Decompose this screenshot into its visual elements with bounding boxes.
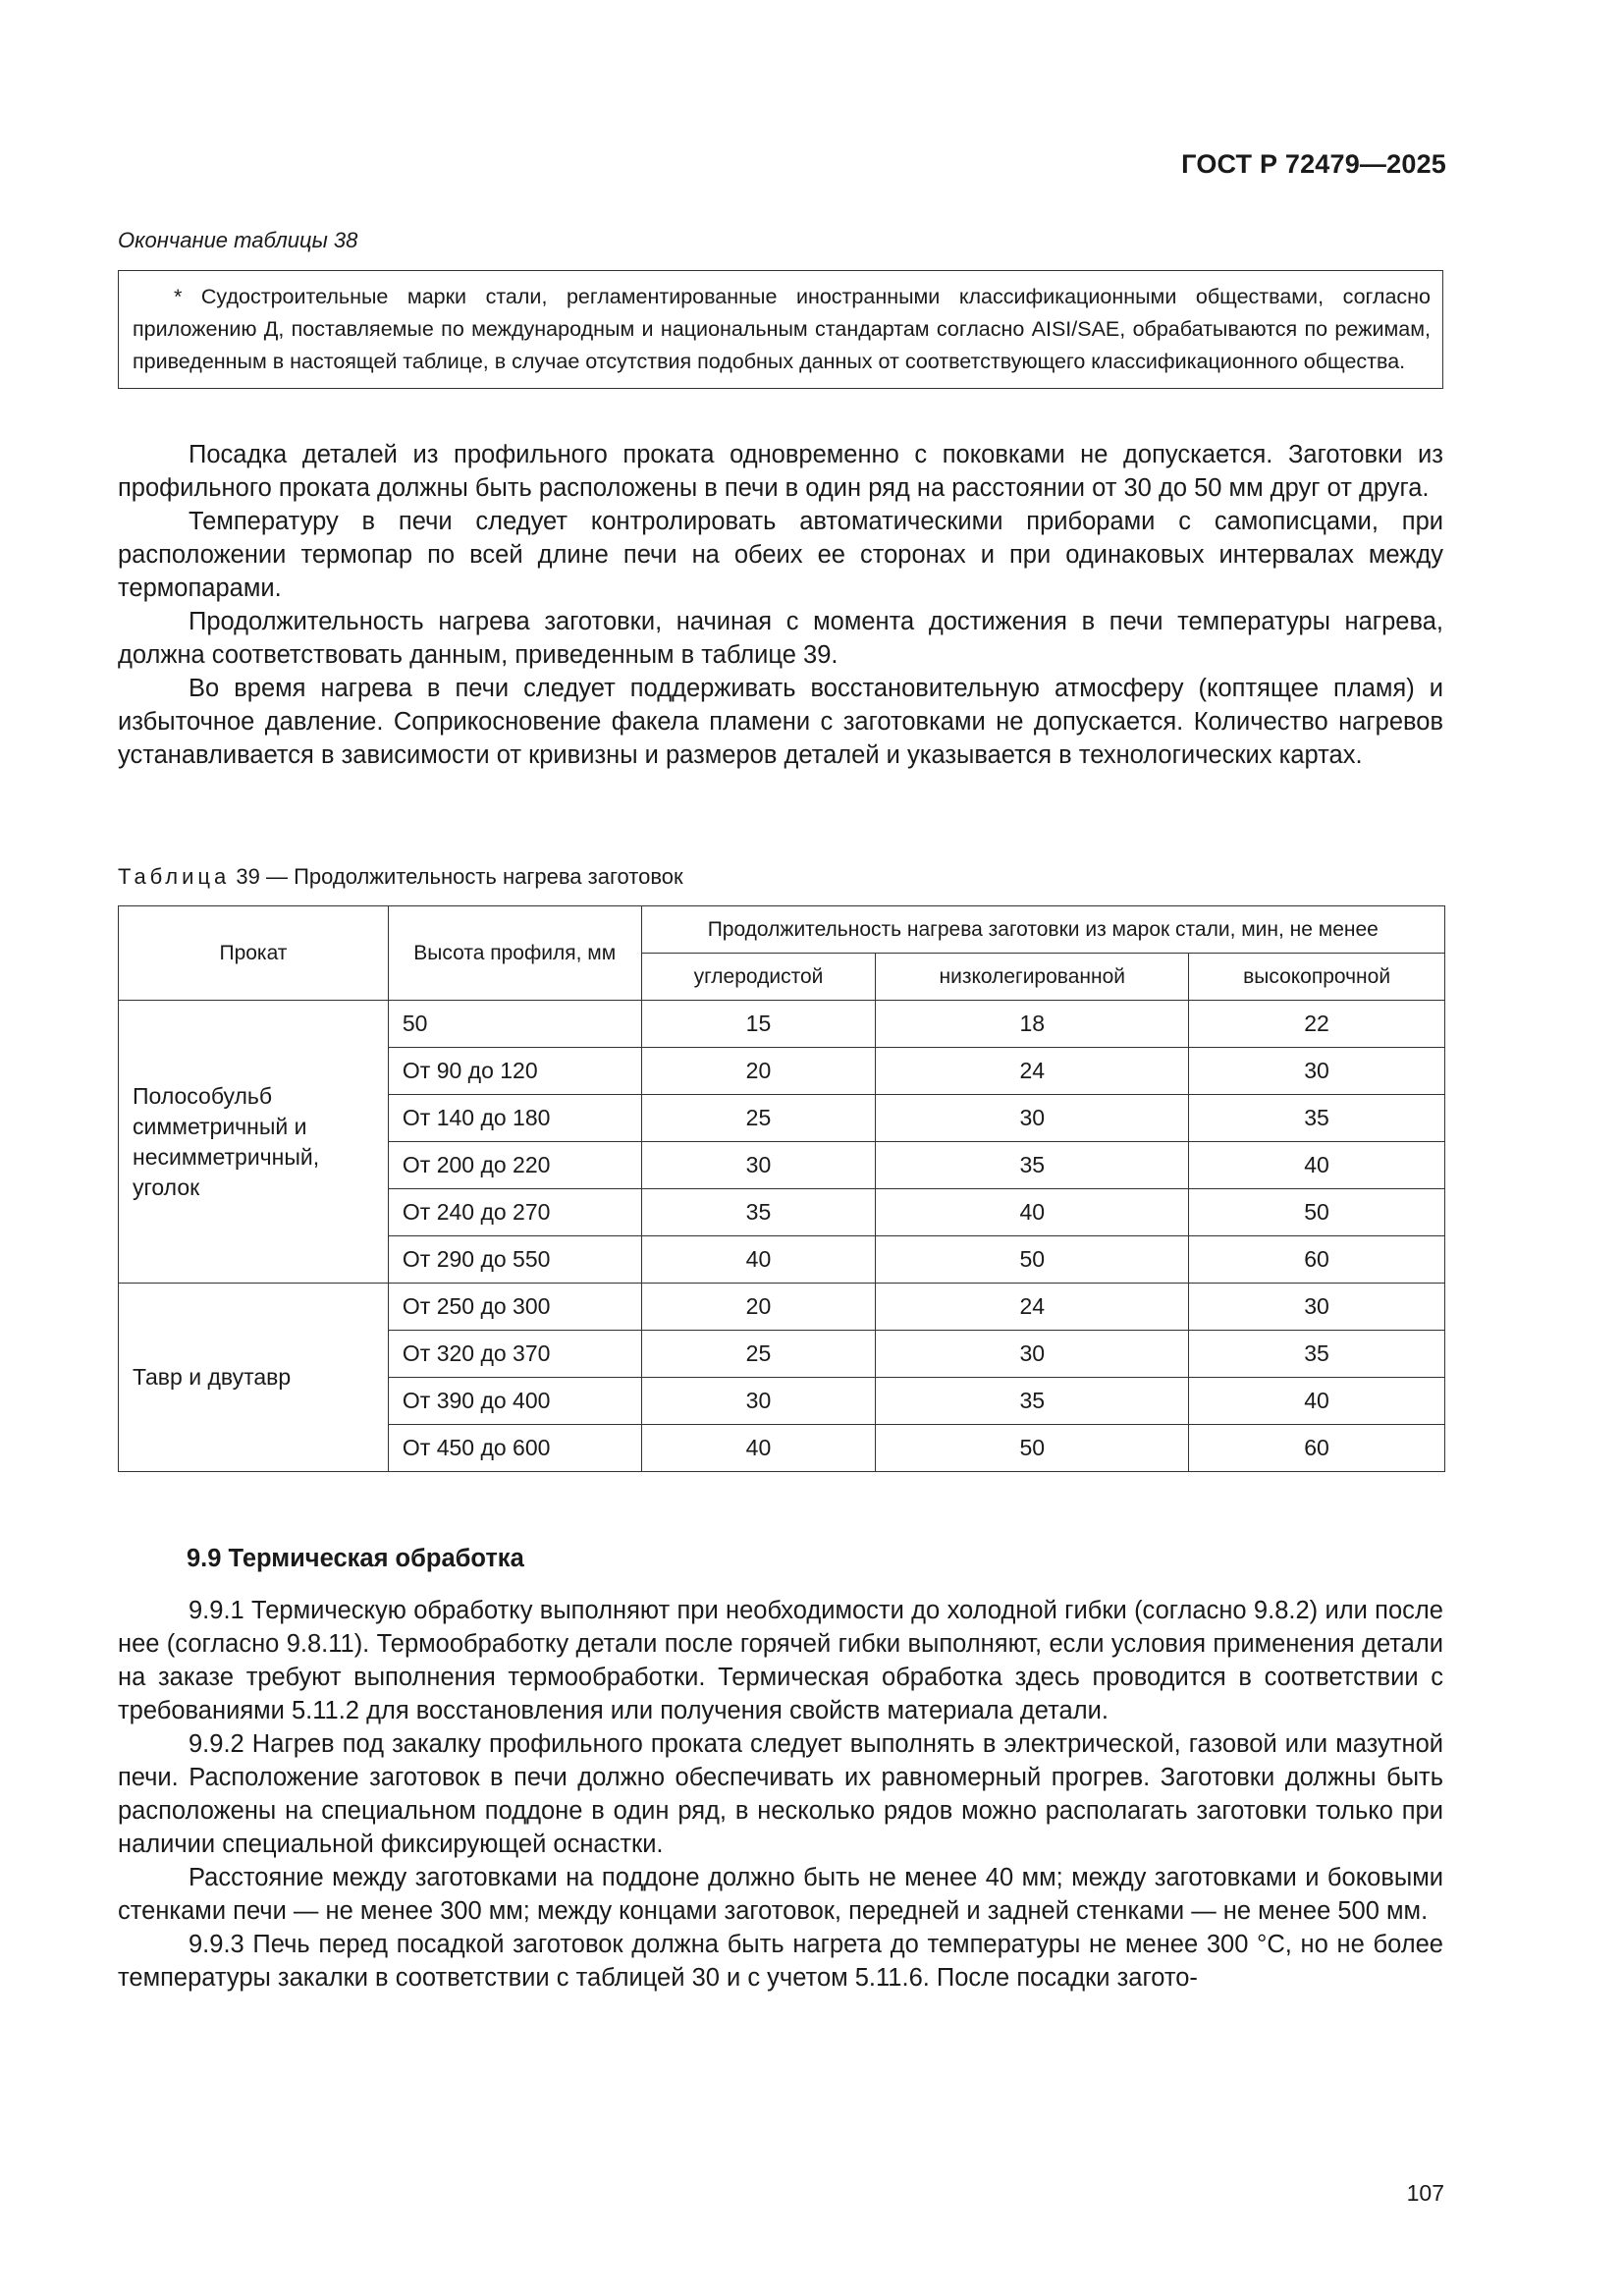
paragraph: Во время нагрева в печи следует поддерживать восстановительную атмосферу (коптящее пламя) и избыточное давление. Соприкосновение факела пламени с заготовками не допускается. Количество нагревов устанавливается в зависимости от кривизны и размеров деталей и указывается в технологических картах. bbox=[118, 675, 1443, 769]
value-cell: 25 bbox=[641, 1331, 876, 1378]
value-cell: 35 bbox=[641, 1189, 876, 1236]
value-cell: 35 bbox=[876, 1142, 1189, 1189]
value-cell: 40 bbox=[1189, 1378, 1445, 1425]
standard-code: ГОСТ Р 72479—2025 bbox=[1181, 149, 1446, 179]
header-low-alloy-steel: низколегированной bbox=[876, 954, 1189, 1001]
value-cell: 18 bbox=[876, 1001, 1189, 1048]
body-text-top bbox=[118, 438, 1443, 772]
height-cell: От 390 до 400 bbox=[388, 1378, 641, 1425]
paragraph: Температуру в печи следует контролировать автоматическими приборами с самописцами, при расположении термопар по всей длине печи на обеих ее сторонах и при одинаковых интервалах между термопарами. bbox=[118, 508, 1443, 602]
height-cell: От 200 до 220 bbox=[388, 1142, 641, 1189]
value-cell: 30 bbox=[876, 1095, 1189, 1142]
header-high-strength-steel: высокопрочной bbox=[1189, 954, 1445, 1001]
section-heading: 9.9 Термическая обработка bbox=[187, 1545, 524, 1572]
value-cell: 30 bbox=[641, 1378, 876, 1425]
value-cell: 50 bbox=[876, 1425, 1189, 1472]
value-cell: 24 bbox=[876, 1048, 1189, 1095]
header-carbon-steel: углеродистой bbox=[641, 954, 876, 1001]
height-cell: От 450 до 600 bbox=[388, 1425, 641, 1472]
value-cell: 50 bbox=[876, 1236, 1189, 1284]
value-cell: 40 bbox=[641, 1236, 876, 1284]
table-row bbox=[119, 1284, 1445, 1331]
value-cell: 60 bbox=[1189, 1425, 1445, 1472]
value-cell: 30 bbox=[876, 1331, 1189, 1378]
height-cell: От 90 до 120 bbox=[388, 1048, 641, 1095]
value-cell: 35 bbox=[1189, 1331, 1445, 1378]
paragraph: 9.9.3 Печь перед посадкой заготовок должна быть нагрета до температуры не менее 300 °С, но не более температуры закалки в соответствии с таблицей 30 и с учетом 5.11.6. После посадки загото- bbox=[118, 1931, 1443, 1992]
value-cell: 50 bbox=[1189, 1189, 1445, 1236]
table-label: Таблица bbox=[118, 864, 231, 889]
table-title-text: 39 — Продолжительность нагрева заготовок bbox=[236, 864, 683, 889]
paragraph: 9.9.1 Термическую обработку выполняют при необходимости до холодной гибки (согласно 9.8.2) или после нее (согласно 9.8.11). Термообработку детали после горячей гибки выполняют, если условия применения детали на заказе требуют выполнения термообработки. Термическая обработка здесь проводится в соответствии с требованиями 5.11.2 для восстановления или получения свойств материала детали. bbox=[118, 1597, 1443, 1724]
height-cell: 50 bbox=[388, 1001, 641, 1048]
height-cell: От 290 до 550 bbox=[388, 1236, 641, 1284]
value-cell: 22 bbox=[1189, 1001, 1445, 1048]
value-cell: 20 bbox=[641, 1284, 876, 1331]
header-rolled-product: Прокат bbox=[119, 906, 389, 1001]
body-text-bottom bbox=[118, 1594, 1443, 1995]
value-cell: 30 bbox=[1189, 1284, 1445, 1331]
value-cell: 40 bbox=[641, 1425, 876, 1472]
value-cell: 15 bbox=[641, 1001, 876, 1048]
value-cell: 24 bbox=[876, 1284, 1189, 1331]
paragraph: 9.9.2 Нагрев под закалку профильного проката следует выполнять в электрической, газовой или мазутной печи. Расположение заготовок в печи должно обеспечивать их равномерный прогрев. Заготовки должны быть расположены на специальном поддоне в один ряд, в несколько рядов можно располагать заготовки только при наличии специальной фиксирующей оснастки. bbox=[118, 1730, 1443, 1858]
header-heating-duration: Продолжительность нагрева заготовки из марок стали, мин, не менее bbox=[641, 906, 1444, 954]
heating-duration-table bbox=[118, 905, 1445, 1472]
paragraph: Посадка деталей из профильного проката одновременно с поковками не допускается. Заготовки из профильного проката должны быть расположены в печи в один ряд на расстоянии от 30 до 50 мм друг от друга. bbox=[118, 441, 1443, 502]
value-cell: 60 bbox=[1189, 1236, 1445, 1284]
value-cell: 20 bbox=[641, 1048, 876, 1095]
value-cell: 25 bbox=[641, 1095, 876, 1142]
value-cell: 35 bbox=[876, 1378, 1189, 1425]
table-row bbox=[119, 1001, 1445, 1048]
paragraph: Продолжительность нагрева заготовки, начиная с момента достижения в печи температуры нагрева, должна соответствовать данным, приведенным в таблице 39. bbox=[118, 608, 1443, 669]
height-cell: От 250 до 300 bbox=[388, 1284, 641, 1331]
page-number: 107 bbox=[1406, 2180, 1444, 2206]
height-cell: От 140 до 180 bbox=[388, 1095, 641, 1142]
height-cell: От 320 до 370 bbox=[388, 1331, 641, 1378]
table-title bbox=[118, 864, 683, 890]
value-cell: 40 bbox=[1189, 1142, 1445, 1189]
paragraph: Расстояние между заготовками на поддоне должно быть не менее 40 мм; между заготовками и боковыми стенками печи — не менее 300 мм; между концами заготовок, передней и задней стенками — не менее 500 мм. bbox=[118, 1864, 1443, 1925]
value-cell: 30 bbox=[1189, 1048, 1445, 1095]
header-profile-height: Высота профиля, мм bbox=[388, 906, 641, 1001]
group-cell: Тавр и двутавр bbox=[119, 1284, 389, 1472]
table-footnote-text: * Судостроительные марки стали, регламентированные иностранными классификационными обществами, согласно приложению Д, поставляемые по международным и национальным стандартам согласно AISI/SAE, обрабатываются по режимам, приведенным в настоящей таблице, в случае отсутствия подобных данных от соответствующего классификационного общества. bbox=[133, 285, 1431, 373]
value-cell: 35 bbox=[1189, 1095, 1445, 1142]
table-footnote-box bbox=[118, 270, 1443, 389]
value-cell: 30 bbox=[641, 1142, 876, 1189]
height-cell: От 240 до 270 bbox=[388, 1189, 641, 1236]
group-cell: Полособульб симметричный и несимметричный, уголок bbox=[119, 1001, 389, 1284]
table-continuation-caption: Окончание таблицы 38 bbox=[118, 228, 358, 252]
value-cell: 40 bbox=[876, 1189, 1189, 1236]
